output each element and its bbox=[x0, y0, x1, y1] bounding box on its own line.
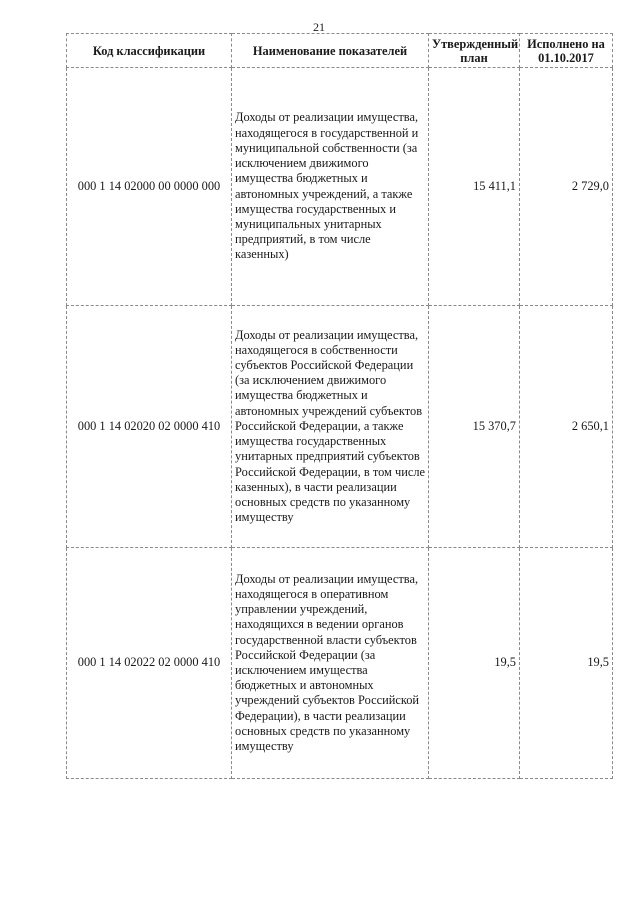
table-row bbox=[67, 68, 613, 306]
row-code: 000 1 14 02022 02 0000 410 bbox=[67, 548, 232, 779]
row-name: Доходы от реализации имущества, находящегося в оперативном управлении учреждений, находящихся в ведении органов государственной власти субъектов Российской Федерации (за исключением имущества бюджетных и автономных учреждений субъектов Российской Федерации), в части реализации основных средств по указанному имуществу bbox=[232, 548, 429, 779]
header-done: Исполнено на 01.10.2017 bbox=[520, 34, 613, 68]
table-header-row bbox=[67, 34, 613, 68]
row-code: 000 1 14 02020 02 0000 410 bbox=[67, 306, 232, 548]
table-row bbox=[67, 306, 613, 548]
row-done: 2 729,0 bbox=[520, 68, 613, 306]
row-done: 2 650,1 bbox=[520, 306, 613, 548]
row-plan: 15 370,7 bbox=[429, 306, 520, 548]
budget-table bbox=[66, 33, 613, 779]
row-name: Доходы от реализации имущества, находящегося в государственной и муниципальной собственности (за исключением движимого имущества бюджетных и автономных учреждений, а также имущества государственных и муниципальных унитарных предприятий, в том числе казенных) bbox=[232, 68, 429, 306]
header-plan: Утвержденный план bbox=[429, 34, 520, 68]
page-number: 21 bbox=[313, 20, 325, 34]
row-plan: 19,5 bbox=[429, 548, 520, 779]
row-plan: 15 411,1 bbox=[429, 68, 520, 306]
header-code: Код классификации bbox=[67, 34, 232, 68]
row-code: 000 1 14 02000 00 0000 000 bbox=[67, 68, 232, 306]
row-name: Доходы от реализации имущества, находящегося в собственности субъектов Российской Федерации (за исключением движимого имущества бюджетных и автономных учреждений субъектов Российской Федерации, а также имущества государственных унитарных предприятий субъектов Российской Федерации, в том числе казенных), в части реализации основных средств по указанному имуществу bbox=[232, 306, 429, 548]
row-done: 19,5 bbox=[520, 548, 613, 779]
table-row bbox=[67, 548, 613, 779]
header-name: Наименование показателей bbox=[232, 34, 429, 68]
